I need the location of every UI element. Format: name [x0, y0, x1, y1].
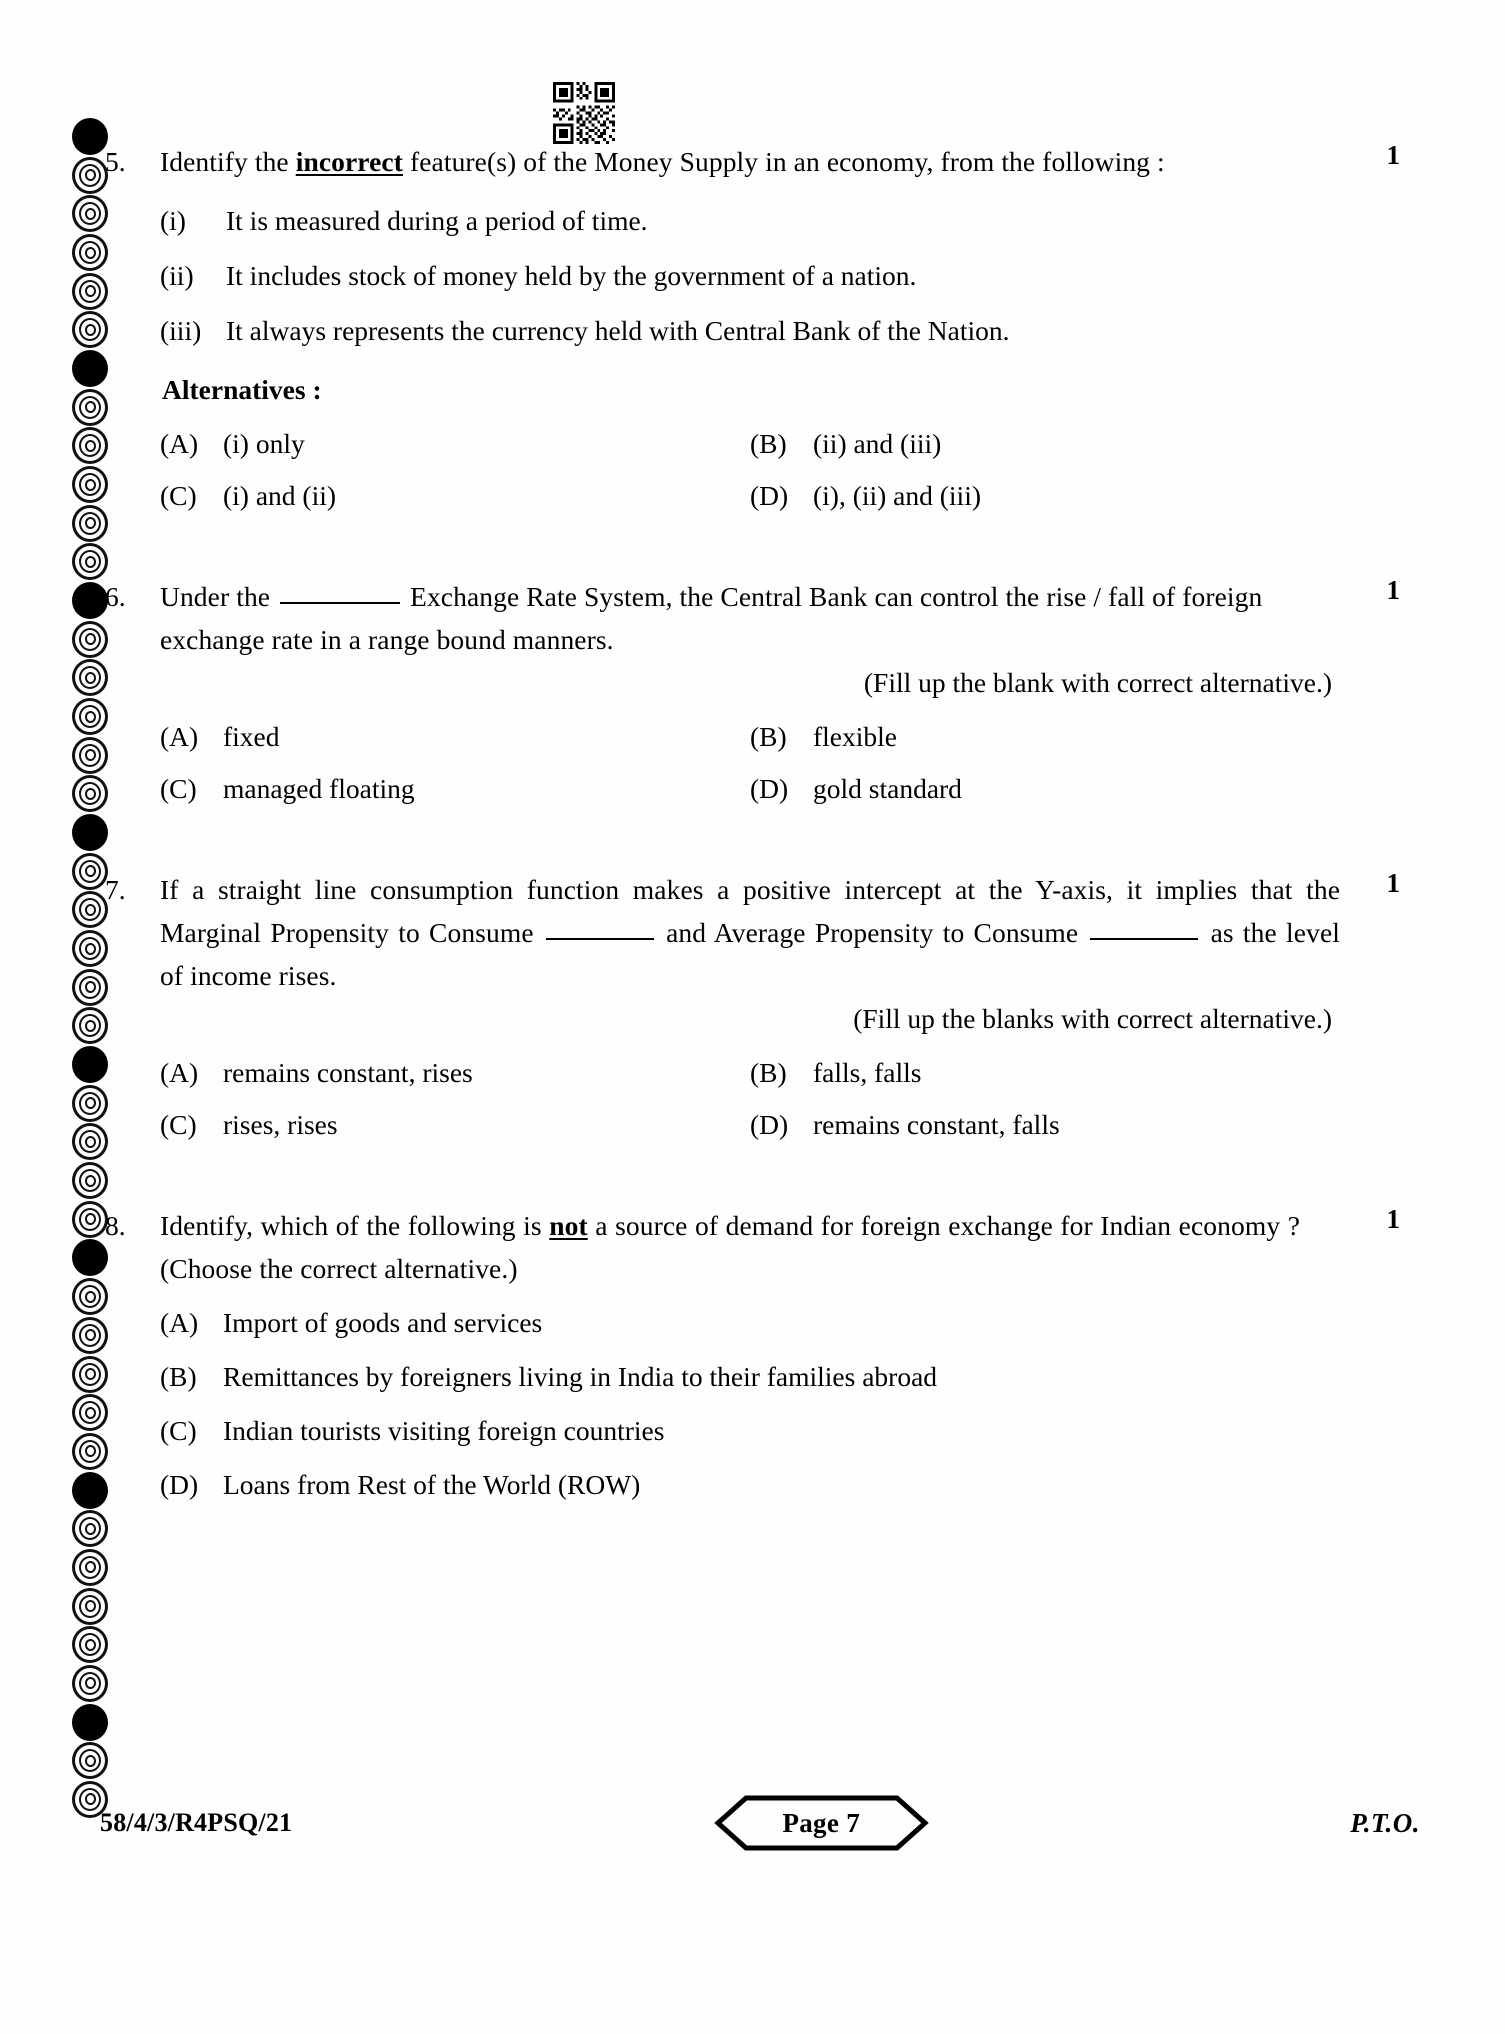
option-key: (A): [160, 428, 199, 459]
sub-item: [160, 309, 1340, 352]
option-a[interactable]: [160, 421, 750, 467]
option-key: (C): [160, 1109, 197, 1140]
question-marks: 1: [1386, 575, 1400, 605]
option-a[interactable]: [160, 1300, 1340, 1346]
question-stem: [160, 1204, 1340, 1290]
option-key: (C): [160, 1415, 197, 1446]
alternatives-label: Alternatives :: [162, 374, 322, 405]
stem-pre-text: Identify the: [160, 146, 296, 177]
option-c[interactable]: [160, 473, 750, 519]
question-stem: [160, 140, 1340, 183]
qr-code-icon: [553, 82, 615, 144]
stem-part-3: as the level of income rises.: [160, 917, 1341, 991]
option-key: (D): [750, 480, 789, 511]
option-b[interactable]: [160, 1354, 1340, 1400]
binding-hole: [72, 1549, 108, 1586]
question-8: [100, 1204, 1410, 1508]
option-d[interactable]: [750, 766, 1340, 812]
question-gap: [100, 812, 1410, 868]
option-key: (B): [750, 721, 787, 752]
option-value: gold standard: [813, 773, 962, 804]
question-stem: [160, 868, 1340, 997]
stem-post-text: feature(s) of the Money Supply in an economy, from the following :: [402, 146, 1165, 177]
question-6: [100, 575, 1410, 812]
option-a[interactable]: [160, 714, 750, 760]
pto-label: P.T.O.: [1350, 1807, 1420, 1838]
question-number: 7.: [105, 874, 126, 905]
sub-item: [160, 254, 1340, 297]
fill-blank-mpc[interactable]: [546, 938, 654, 940]
sub-item-label: (ii): [160, 260, 194, 291]
sub-item-label: (iii): [160, 315, 202, 346]
option-grid: [160, 1300, 1340, 1508]
fill-blank[interactable]: [280, 602, 400, 604]
option-value: managed floating: [223, 773, 415, 804]
stem-pre-text: Identify, which of the following is: [160, 1210, 550, 1241]
question-7: [100, 868, 1410, 1148]
question-5: [100, 140, 1410, 519]
question-instruction: (Fill up the blanks with correct alternative.): [853, 1003, 1332, 1034]
option-grid: [160, 421, 1340, 519]
option-b[interactable]: [750, 421, 1340, 467]
stem-pre-text: Under the: [160, 581, 278, 612]
question-list: [100, 140, 1410, 1508]
option-value: Loans from Rest of the World (ROW): [223, 1469, 641, 1500]
option-key: (D): [750, 1109, 789, 1140]
page-footer: [100, 1795, 1420, 1851]
option-a[interactable]: [160, 1050, 750, 1096]
sub-item: [160, 199, 1340, 242]
question-number: 6.: [105, 581, 126, 612]
question-gap: [100, 1148, 1410, 1204]
sub-item-label: (i): [160, 205, 186, 236]
option-d[interactable]: [750, 1102, 1340, 1148]
option-value: (i), (ii) and (iii): [813, 480, 981, 511]
option-b[interactable]: [750, 714, 1340, 760]
question-marks: 1: [1386, 1204, 1400, 1234]
option-key: (C): [160, 773, 197, 804]
stem-post-text: a source of demand for foreign exchange for Indian economy ?: [587, 1210, 1300, 1241]
fill-blank-apc[interactable]: [1090, 938, 1198, 940]
option-value: Remittances by foreigners living in India to their families abroad: [223, 1361, 938, 1392]
option-c[interactable]: [160, 1408, 1340, 1454]
sub-item-text: It always represents the currency held with Central Bank of the Nation.: [226, 315, 1010, 346]
question-marks: 1: [1386, 140, 1400, 170]
page-number-badge: [714, 1795, 929, 1851]
question-number: 8.: [105, 1210, 126, 1241]
option-key: (C): [160, 480, 197, 511]
stem-part-2: and Average Propensity to Consume: [656, 917, 1088, 948]
option-grid: [160, 1050, 1340, 1148]
binding-hole: [72, 1626, 108, 1663]
option-c[interactable]: [160, 1102, 750, 1148]
option-d[interactable]: [750, 473, 1340, 519]
stem-emphasis-incorrect: incorrect: [295, 146, 403, 177]
option-key: (B): [750, 1057, 787, 1088]
binding-hole: [72, 1704, 108, 1741]
stem-emphasis-not: not: [549, 1210, 588, 1241]
question-instruction: (Fill up the blank with correct alternative.): [863, 667, 1332, 698]
question-gap: [100, 519, 1410, 575]
option-key: (A): [160, 1057, 199, 1088]
option-value: remains constant, rises: [223, 1057, 473, 1088]
question-stem: [160, 575, 1340, 661]
option-value: (i) and (ii): [223, 480, 337, 511]
option-value: Import of goods and services: [223, 1307, 543, 1338]
binding-hole: [72, 1588, 108, 1625]
stem-part-1: If a straight line consumption function makes a positive intercept at the Y-axis, it implies that the Marginal Propensity to Consume: [160, 874, 1340, 948]
page-number-label: Page 7: [782, 1807, 860, 1838]
binding-hole: [72, 1510, 108, 1547]
question-number: 5.: [105, 146, 126, 177]
sub-item-text: It includes stock of money held by the government of a nation.: [226, 260, 917, 291]
option-value: Indian tourists visiting foreign countries: [223, 1415, 665, 1446]
option-key: (A): [160, 1307, 199, 1338]
binding-hole: [72, 1742, 108, 1779]
option-value: falls, falls: [813, 1057, 922, 1088]
option-key: (B): [750, 428, 787, 459]
option-key: (D): [160, 1469, 199, 1500]
option-value: flexible: [813, 721, 897, 752]
option-key: (A): [160, 721, 199, 752]
sub-item-list: [160, 199, 1340, 352]
paper-code: 58/4/3/R4PSQ/21: [100, 1808, 293, 1837]
sub-item-text: It is measured during a period of time.: [226, 205, 648, 236]
option-key: (B): [160, 1361, 197, 1392]
stem-post-text: Exchange Rate System, the Central Bank can control the rise / fall of foreign exchange rate in a range bound manners.: [160, 581, 1263, 655]
option-value: fixed: [223, 721, 280, 752]
option-key: (D): [750, 773, 789, 804]
option-b[interactable]: [750, 1050, 1340, 1096]
option-value: rises, rises: [223, 1109, 338, 1140]
option-value: remains constant, falls: [813, 1109, 1060, 1140]
option-value: (i) only: [223, 428, 305, 459]
question-marks: 1: [1386, 868, 1400, 898]
option-grid: [160, 714, 1340, 812]
option-d[interactable]: [160, 1462, 1340, 1508]
binding-hole: [72, 1665, 108, 1702]
option-value: (ii) and (iii): [813, 428, 942, 459]
option-c[interactable]: [160, 766, 750, 812]
question-instruction: (Choose the correct alternative.): [160, 1253, 518, 1284]
